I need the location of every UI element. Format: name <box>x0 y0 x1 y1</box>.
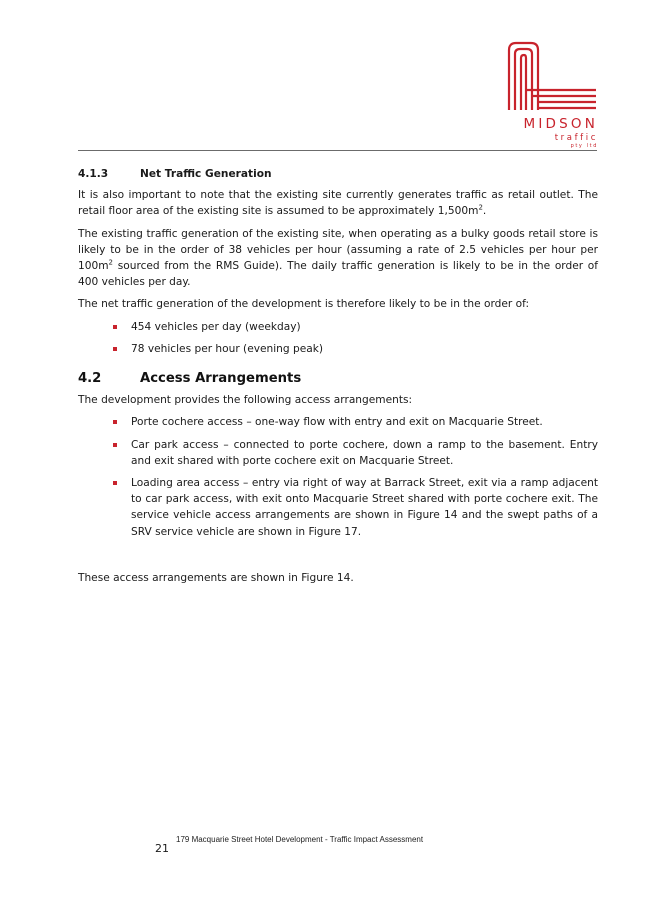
list-item: 454 vehicles per day (weekday) <box>78 319 598 335</box>
section-heading-4-2 <box>78 371 598 387</box>
section-number: 4.2 <box>78 371 102 387</box>
section-number: 4.1.3 <box>78 168 109 180</box>
list-item: Car park access – connected to porte cochere, down a ramp to the basement. Entry and exit shared with porte cochere exit on Macquarie Street. <box>78 437 598 469</box>
brand-tagline: traffic <box>554 133 598 143</box>
brand-name: MIDSON <box>523 116 598 132</box>
spacer <box>78 546 598 570</box>
paragraph: The development provides the following access arrangements: <box>78 394 413 407</box>
header-rule <box>78 150 597 151</box>
list-item: Porte cochere access – one-way flow with entry and exit on Macquarie Street. <box>78 414 598 430</box>
section-title: Net Traffic Generation <box>140 168 272 180</box>
page-number: 21 <box>155 842 169 855</box>
bullet-icon <box>113 325 117 329</box>
page-content <box>78 166 598 592</box>
list-item: Loading area access – entry via right of way at Barrack Street, exit via a ramp adjacent to car park access, with exit onto Macquarie Street shared with porte cochere exit. The service vehicle access arrangements are shown in Figure 14 and the swept paths of a SRV service vehicle are shown in Figure 17. <box>78 475 598 540</box>
paragraph: These access arrangements are shown in Figure 14. <box>78 571 354 584</box>
section-heading-4-1-3 <box>78 166 598 182</box>
section-title: Access Arrangements <box>140 371 302 387</box>
footer-title: 179 Macquarie Street Hotel Development - Traffic Impact Assessment <box>176 835 424 844</box>
midson-logo-mark-icon <box>506 40 598 112</box>
bullet-icon <box>113 347 117 351</box>
bullet-icon <box>113 481 117 485</box>
bullet-icon <box>113 443 117 447</box>
midson-logo <box>506 40 598 112</box>
paragraph: It is also important to note that the existing site currently generates traffic as retail outlet. The retail floor area of the existing site is assumed to be approximately $1,500m^2$. <box>78 189 598 218</box>
bullet-icon <box>113 420 117 424</box>
bullet-list <box>78 319 598 357</box>
brand-suffix: pty ltd <box>570 143 598 149</box>
paragraph: The net traffic generation of the development is therefore likely to be in the order of: <box>78 298 530 311</box>
bullet-list <box>78 414 598 539</box>
list-item: 78 vehicles per hour (evening peak) <box>78 341 598 357</box>
paragraph: The existing traffic generation of the existing site, when operating as a bulky goods retail store is likely to be in the order of 38 vehicles per hour (assuming a rate of 2.5 vehicles per hour per $100m^2$ sourced from the RMS Guide). The daily traffic generation is likely to be in the order of 400 vehicles per day. <box>78 227 598 289</box>
